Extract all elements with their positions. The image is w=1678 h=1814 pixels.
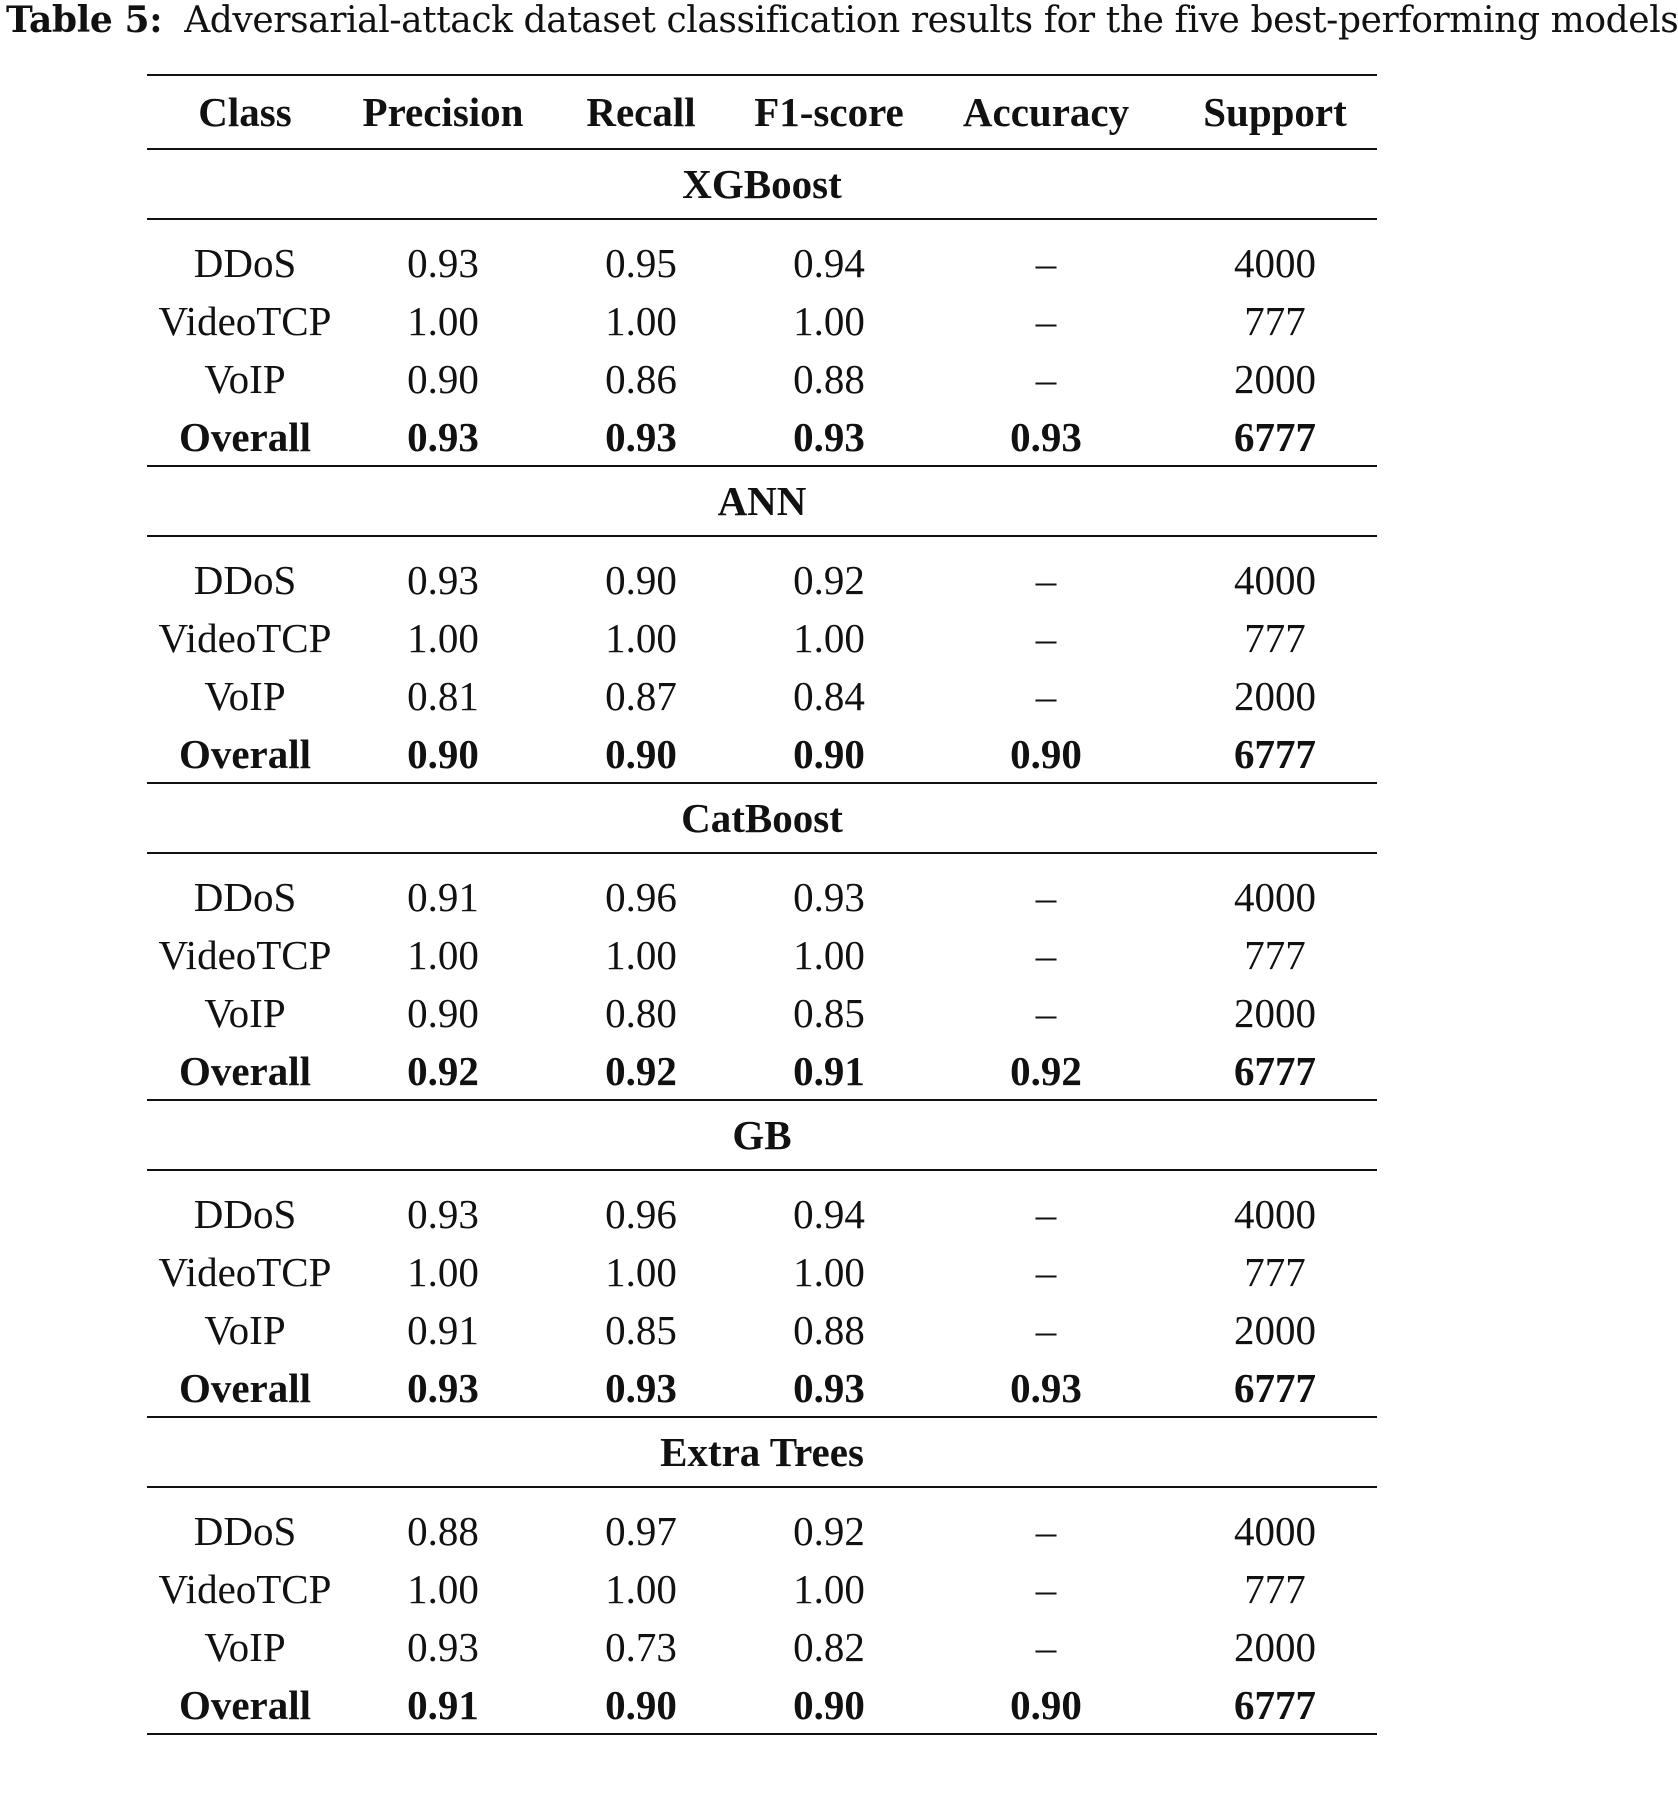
accuracy-cell: 0.90: [919, 1676, 1173, 1734]
table-row: [147, 292, 1377, 350]
support-cell: 4000: [1234, 1191, 1316, 1237]
table-row: [147, 234, 1377, 292]
f1-score-cell: 0.91: [739, 1042, 919, 1100]
f1-score-cell: 0.90: [739, 1676, 919, 1734]
precision-cell: 1.00: [407, 615, 479, 661]
precision-cell: 0.90: [407, 990, 479, 1036]
spacer-row: [147, 1487, 1377, 1502]
table-row: [147, 1502, 1377, 1560]
precision-cell: 0.93: [407, 557, 479, 603]
precision-cell: 0.91: [343, 1676, 543, 1734]
model-name: ANN: [147, 466, 1377, 536]
spacer-row: [147, 1170, 1377, 1185]
column-header: Precision: [343, 75, 543, 149]
model-group-header: [147, 1417, 1377, 1487]
accuracy-cell: –: [1035, 240, 1057, 286]
class-cell: VoIP: [204, 1307, 286, 1353]
class-cell: VideoTCP: [158, 615, 332, 661]
recall-cell: 0.95: [605, 240, 677, 286]
spacer-cell: [147, 853, 1377, 868]
class-cell: VideoTCP: [158, 1566, 332, 1612]
f1-score-cell: 0.85: [793, 990, 865, 1036]
accuracy-cell: –: [1035, 557, 1057, 603]
f1-score-cell: 0.94: [793, 240, 865, 286]
class-cell: DDoS: [193, 1508, 297, 1554]
table-row: [147, 1560, 1377, 1618]
class-cell: Overall: [147, 1676, 343, 1734]
table-row: [147, 667, 1377, 725]
table-row: [147, 1618, 1377, 1676]
column-header: Class: [147, 75, 343, 149]
overall-row: [147, 1359, 1377, 1417]
class-cell: DDoS: [193, 874, 297, 920]
recall-cell: 0.96: [605, 1191, 677, 1237]
accuracy-cell: –: [1035, 990, 1057, 1036]
overall-row: [147, 1676, 1377, 1734]
f1-score-cell: 1.00: [793, 1566, 865, 1612]
precision-cell: 0.93: [343, 1359, 543, 1417]
column-header: Accuracy: [919, 75, 1173, 149]
model-group-header: [147, 1100, 1377, 1170]
support-cell: 4000: [1234, 557, 1316, 603]
accuracy-cell: –: [1035, 1307, 1057, 1353]
table-row: [147, 868, 1377, 926]
class-cell: DDoS: [193, 557, 297, 603]
table-caption-text: Adversarial-attack dataset classification results for the five best-performing models: [184, 0, 1678, 41]
class-cell: DDoS: [193, 240, 297, 286]
accuracy-cell: –: [1035, 1508, 1057, 1554]
spacer-row: [147, 219, 1377, 234]
f1-score-cell: 0.94: [793, 1191, 865, 1237]
recall-cell: 0.85: [605, 1307, 677, 1353]
precision-cell: 1.00: [407, 1566, 479, 1612]
table-row: [147, 609, 1377, 667]
recall-cell: 0.93: [543, 1359, 739, 1417]
f1-score-cell: 0.93: [793, 874, 865, 920]
spacer-cell: [147, 536, 1377, 551]
recall-cell: 0.80: [605, 990, 677, 1036]
table-header: [147, 75, 1377, 149]
accuracy-cell: –: [1035, 298, 1057, 344]
table-row: [147, 551, 1377, 609]
column-header: Support: [1173, 75, 1377, 149]
support-cell: 2000: [1234, 1624, 1316, 1670]
accuracy-cell: 0.93: [919, 1359, 1173, 1417]
precision-cell: 1.00: [407, 932, 479, 978]
spacer-row: [147, 536, 1377, 551]
accuracy-cell: –: [1035, 356, 1057, 402]
recall-cell: 1.00: [605, 1566, 677, 1612]
precision-cell: 0.91: [407, 874, 479, 920]
recall-cell: 0.90: [543, 725, 739, 783]
f1-score-cell: 0.88: [793, 356, 865, 402]
support-cell: 777: [1244, 298, 1306, 344]
support-cell: 777: [1244, 1566, 1306, 1612]
f1-score-cell: 0.84: [793, 673, 865, 719]
class-cell: VoIP: [204, 990, 286, 1036]
recall-cell: 0.73: [605, 1624, 677, 1670]
support-cell: 2000: [1234, 356, 1316, 402]
f1-score-cell: 0.93: [739, 408, 919, 466]
table-caption: [6, 0, 1678, 40]
support-cell: 6777: [1173, 408, 1377, 466]
accuracy-cell: –: [1035, 1624, 1057, 1670]
recall-cell: 0.97: [605, 1508, 677, 1554]
accuracy-cell: –: [1035, 673, 1057, 719]
recall-cell: 0.96: [605, 874, 677, 920]
accuracy-cell: –: [1035, 1566, 1057, 1612]
class-cell: VoIP: [204, 673, 286, 719]
f1-score-cell: 0.82: [793, 1624, 865, 1670]
overall-row: [147, 725, 1377, 783]
precision-cell: 0.93: [343, 408, 543, 466]
class-cell: VideoTCP: [158, 1249, 332, 1295]
precision-cell: 0.88: [407, 1508, 479, 1554]
recall-cell: 0.90: [605, 557, 677, 603]
f1-score-cell: 0.90: [739, 725, 919, 783]
accuracy-cell: –: [1035, 1249, 1057, 1295]
recall-cell: 0.90: [543, 1676, 739, 1734]
support-cell: 777: [1244, 932, 1306, 978]
class-cell: Overall: [147, 1042, 343, 1100]
table-row: [147, 1243, 1377, 1301]
support-cell: 4000: [1234, 240, 1316, 286]
f1-score-cell: 0.92: [793, 557, 865, 603]
model-name: GB: [147, 1100, 1377, 1170]
table-row: [147, 350, 1377, 408]
table-row: [147, 926, 1377, 984]
f1-score-cell: 1.00: [793, 932, 865, 978]
support-cell: 2000: [1234, 990, 1316, 1036]
spacer-row: [147, 853, 1377, 868]
table-row: [147, 1185, 1377, 1243]
recall-cell: 0.87: [605, 673, 677, 719]
class-cell: Overall: [147, 1359, 343, 1417]
precision-cell: 0.93: [407, 1191, 479, 1237]
column-header: F1-score: [739, 75, 919, 149]
recall-cell: 1.00: [605, 298, 677, 344]
f1-score-cell: 1.00: [793, 1249, 865, 1295]
support-cell: 777: [1244, 1249, 1306, 1295]
overall-row: [147, 408, 1377, 466]
support-cell: 6777: [1173, 1359, 1377, 1417]
support-cell: 2000: [1234, 1307, 1316, 1353]
table-row: [147, 1301, 1377, 1359]
precision-cell: 0.92: [343, 1042, 543, 1100]
precision-cell: 0.93: [407, 240, 479, 286]
f1-score-cell: 0.92: [793, 1508, 865, 1554]
support-cell: 6777: [1173, 1042, 1377, 1100]
results-table: [147, 74, 1377, 1735]
model-name: CatBoost: [147, 783, 1377, 853]
support-cell: 777: [1244, 615, 1306, 661]
precision-cell: 0.81: [407, 673, 479, 719]
table-body: [147, 149, 1377, 1734]
support-cell: 6777: [1173, 1676, 1377, 1734]
support-cell: 4000: [1234, 874, 1316, 920]
class-cell: Overall: [147, 408, 343, 466]
spacer-cell: [147, 219, 1377, 234]
precision-cell: 0.93: [407, 1624, 479, 1670]
support-cell: 2000: [1234, 673, 1316, 719]
precision-cell: 0.91: [407, 1307, 479, 1353]
class-cell: VoIP: [204, 356, 286, 402]
spacer-cell: [147, 1487, 1377, 1502]
support-cell: 6777: [1173, 725, 1377, 783]
class-cell: VoIP: [204, 1624, 286, 1670]
accuracy-cell: –: [1035, 615, 1057, 661]
recall-cell: 0.86: [605, 356, 677, 402]
f1-score-cell: 1.00: [793, 615, 865, 661]
precision-cell: 1.00: [407, 298, 479, 344]
model-name: Extra Trees: [147, 1417, 1377, 1487]
precision-cell: 0.90: [407, 356, 479, 402]
class-cell: DDoS: [193, 1191, 297, 1237]
accuracy-cell: –: [1035, 874, 1057, 920]
accuracy-cell: 0.93: [919, 408, 1173, 466]
spacer-cell: [147, 1170, 1377, 1185]
overall-row: [147, 1042, 1377, 1100]
precision-cell: 1.00: [407, 1249, 479, 1295]
f1-score-cell: 0.88: [793, 1307, 865, 1353]
class-cell: VideoTCP: [158, 932, 332, 978]
column-header: Recall: [543, 75, 739, 149]
class-cell: VideoTCP: [158, 298, 332, 344]
support-cell: 4000: [1234, 1508, 1316, 1554]
model-name: XGBoost: [147, 149, 1377, 219]
recall-cell: 1.00: [605, 932, 677, 978]
precision-cell: 0.90: [343, 725, 543, 783]
accuracy-cell: 0.92: [919, 1042, 1173, 1100]
recall-cell: 1.00: [605, 615, 677, 661]
recall-cell: 0.93: [543, 408, 739, 466]
accuracy-cell: –: [1035, 932, 1057, 978]
accuracy-cell: 0.90: [919, 725, 1173, 783]
recall-cell: 1.00: [605, 1249, 677, 1295]
table-row: [147, 984, 1377, 1042]
accuracy-cell: –: [1035, 1191, 1057, 1237]
model-group-header: [147, 783, 1377, 853]
class-cell: Overall: [147, 725, 343, 783]
model-group-header: [147, 149, 1377, 219]
f1-score-cell: 0.93: [739, 1359, 919, 1417]
f1-score-cell: 1.00: [793, 298, 865, 344]
recall-cell: 0.92: [543, 1042, 739, 1100]
model-group-header: [147, 466, 1377, 536]
table-caption-label: Table 5:: [6, 0, 163, 41]
